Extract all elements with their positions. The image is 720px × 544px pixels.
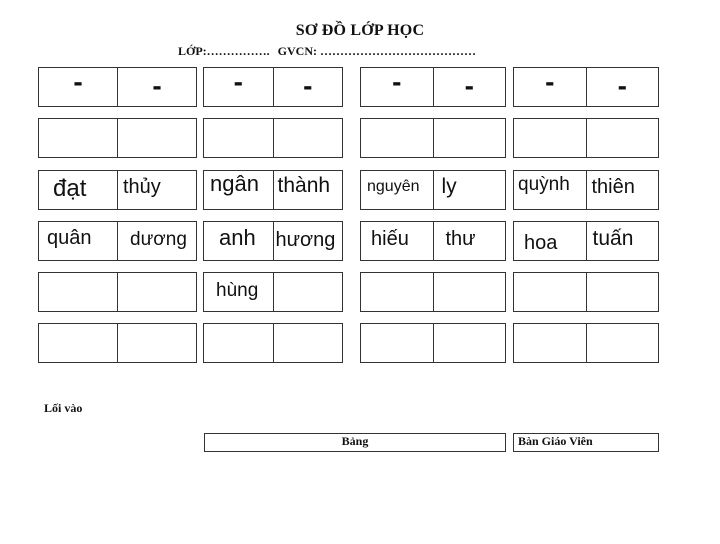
seat-placeholder: - xyxy=(73,66,83,97)
seat xyxy=(273,68,343,106)
seat xyxy=(273,222,343,260)
seat xyxy=(117,68,196,106)
seat xyxy=(586,222,659,260)
student-name: ly xyxy=(441,175,457,198)
seat xyxy=(273,171,343,209)
student-name: thành xyxy=(277,174,331,197)
desk xyxy=(38,170,197,210)
seat-placeholder: - xyxy=(233,66,243,97)
seat xyxy=(433,273,506,311)
student-name: hoa xyxy=(524,232,558,254)
seat xyxy=(39,324,117,362)
seat xyxy=(514,68,586,106)
seat xyxy=(39,119,117,157)
seat xyxy=(586,324,659,362)
desk xyxy=(513,170,659,210)
seat xyxy=(204,119,273,157)
seat xyxy=(586,273,659,311)
desk xyxy=(360,67,506,107)
seat xyxy=(117,273,196,311)
seat xyxy=(117,324,196,362)
seat xyxy=(39,68,117,106)
seat xyxy=(586,68,659,106)
seat-placeholder: - xyxy=(392,66,402,97)
seat xyxy=(361,171,433,209)
seat xyxy=(39,222,117,260)
seat xyxy=(39,273,117,311)
class-info-line xyxy=(178,44,476,59)
student-name: quỳnh xyxy=(518,174,570,195)
desk xyxy=(360,221,506,261)
seat xyxy=(273,273,343,311)
student-name: thư xyxy=(445,228,476,250)
seat xyxy=(117,119,196,157)
desk xyxy=(513,118,659,158)
seat xyxy=(514,222,586,260)
class-label: LỚP:……………. xyxy=(178,44,270,58)
seat xyxy=(361,324,433,362)
seat-placeholder: - xyxy=(464,70,474,101)
desk xyxy=(203,323,343,363)
teacher-desk: Bàn Giáo Viên xyxy=(513,433,659,452)
desk xyxy=(513,221,659,261)
desk xyxy=(38,67,197,107)
seat xyxy=(514,171,586,209)
seat xyxy=(204,68,273,106)
seat xyxy=(361,119,433,157)
seat xyxy=(586,171,659,209)
seat xyxy=(204,324,273,362)
seat xyxy=(433,119,506,157)
student-name: thiên xyxy=(591,176,635,198)
seat xyxy=(514,324,586,362)
seat xyxy=(117,222,196,260)
seat-placeholder: - xyxy=(303,70,313,101)
desk xyxy=(360,272,506,312)
board: Bảng xyxy=(204,433,506,452)
seat-placeholder: - xyxy=(545,66,555,97)
seat xyxy=(273,324,343,362)
seat xyxy=(361,273,433,311)
seat xyxy=(514,273,586,311)
seat xyxy=(273,119,343,157)
seat xyxy=(433,68,506,106)
student-name: quân xyxy=(47,227,92,249)
student-name: nguyên xyxy=(367,178,420,195)
desk xyxy=(203,221,343,261)
student-name: hiếu xyxy=(371,228,409,250)
student-name: tuấn xyxy=(592,227,634,250)
seat xyxy=(433,222,506,260)
seat xyxy=(433,171,506,209)
seat xyxy=(586,119,659,157)
student-name: ngân xyxy=(210,171,259,196)
seat xyxy=(117,171,196,209)
seat xyxy=(361,68,433,106)
desk xyxy=(38,221,197,261)
desk xyxy=(203,170,343,210)
student-name: dương xyxy=(130,229,187,250)
teacher-label: GVCN: ………………………………… xyxy=(277,44,476,58)
desk xyxy=(513,67,659,107)
desk xyxy=(360,323,506,363)
seat xyxy=(204,171,273,209)
page-title: SƠ ĐỒ LỚP HỌC xyxy=(295,22,425,39)
desk xyxy=(38,323,197,363)
student-name: hùng xyxy=(216,280,259,301)
seat xyxy=(514,119,586,157)
seat xyxy=(433,324,506,362)
desk xyxy=(38,118,197,158)
desk xyxy=(203,118,343,158)
desk xyxy=(203,67,343,107)
seat xyxy=(39,171,117,209)
desk xyxy=(203,272,343,312)
desk xyxy=(513,323,659,363)
entrance-label: Lối vào xyxy=(44,401,83,415)
seat xyxy=(204,273,273,311)
seat xyxy=(204,222,273,260)
seat-placeholder: - xyxy=(617,70,627,101)
desk xyxy=(360,118,506,158)
desk xyxy=(360,170,506,210)
student-name: thủy xyxy=(123,176,161,198)
student-name: hương xyxy=(275,229,336,251)
seat xyxy=(361,222,433,260)
desk xyxy=(513,272,659,312)
seat-placeholder: - xyxy=(152,70,162,101)
student-name: đạt xyxy=(53,175,87,202)
student-name: anh xyxy=(219,225,256,250)
desk xyxy=(38,272,197,312)
